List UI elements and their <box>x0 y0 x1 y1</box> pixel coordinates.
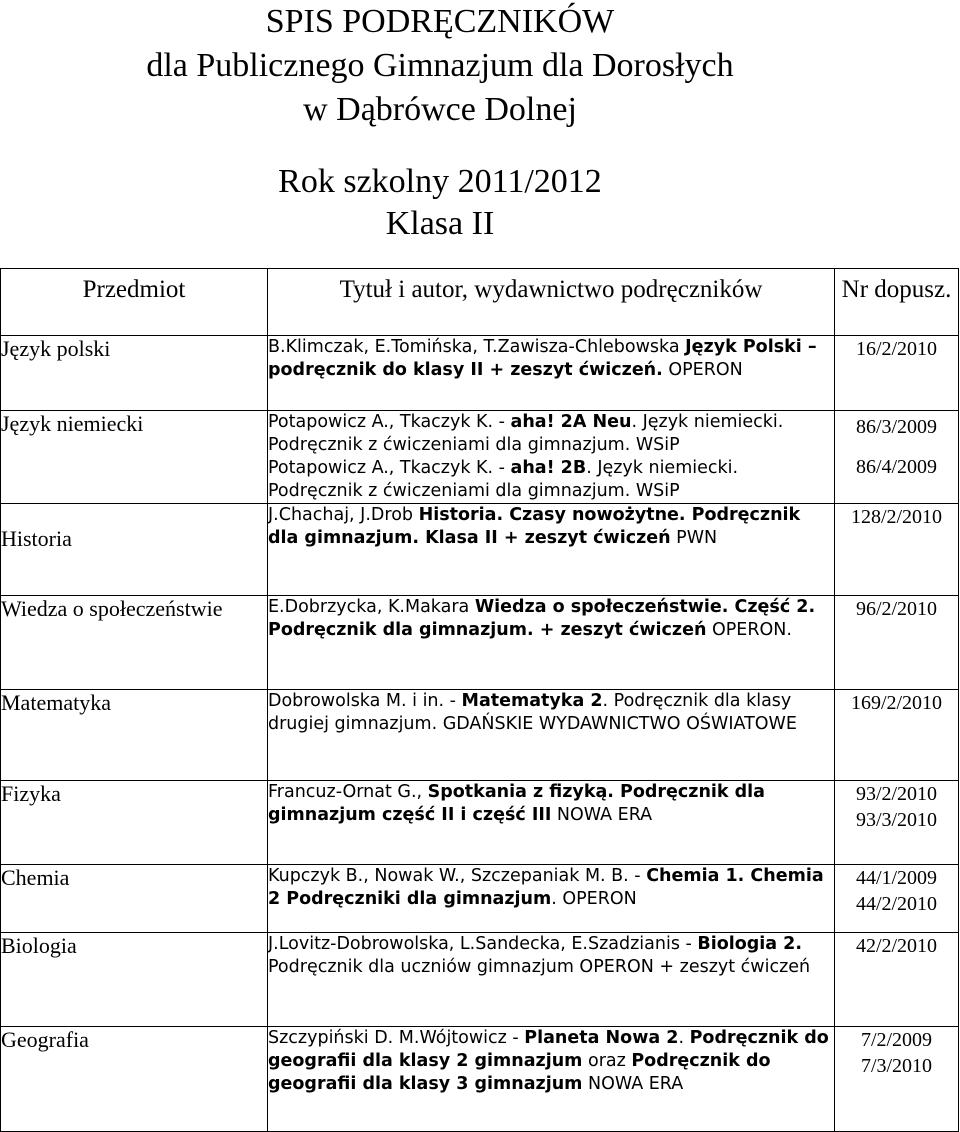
subject-cell: Język niemiecki <box>1 411 268 504</box>
textbook-cell <box>268 865 835 933</box>
textbook-title: Historia. Czasy nowożytne. Podręcznik dla gimnazjum. Klasa II + zeszyt ćwiczeń <box>268 505 801 548</box>
approval-number: 44/2/2010 <box>855 893 938 915</box>
table-row <box>1 411 959 504</box>
textbook-title: aha! 2A Neu <box>510 412 632 432</box>
textbook-title: aha! 2B <box>510 458 587 478</box>
description-text: Podręcznik dla uczniów gimnazjum OPERON + zeszyt ćwiczeń <box>268 957 811 977</box>
approval-number: 44/1/2009 <box>855 867 938 889</box>
approval-number-cell <box>835 504 959 596</box>
textbook-title: Planeta Nowa 2 <box>524 1028 679 1048</box>
textbook-cell <box>268 1027 835 1132</box>
textbook-title: Matematyka 2 <box>461 691 603 711</box>
table-row <box>1 933 959 1027</box>
textbook-cell <box>268 933 835 1027</box>
approval-number: 86/4/2009 <box>855 456 938 478</box>
textbook-title: Wiedza o społeczeństwie. Część 2. Podręcznik dla gimnazjum. + zeszyt ćwiczeń <box>268 597 816 640</box>
approval-number-cell <box>835 865 959 933</box>
approval-number: 93/3/2010 <box>855 809 938 831</box>
textbook-title: Język Polski – podręcznik do klasy II + zeszyt ćwiczeń. <box>268 337 817 380</box>
document-title: SPIS PODRĘCZNIKÓW <box>265 3 615 40</box>
subject-cell: Chemia <box>1 865 268 933</box>
description-text: oraz <box>582 1051 632 1071</box>
publisher-text: . OPERON <box>551 889 637 909</box>
subject-cell: Wiedza o społeczeństwie <box>1 596 268 690</box>
author-text: J.Chachaj, J.Drob <box>268 505 419 525</box>
textbook-title: Podręcznik do geografii dla klasy 2 gimnazjum <box>268 1028 829 1071</box>
subject-cell: Historia <box>1 504 268 596</box>
textbook-title: Spotkania z fizyką. Podręcznik dla gimnazjum część II i część III <box>268 782 765 825</box>
approval-number-cell <box>835 1027 959 1132</box>
publisher-text: OPERON <box>662 360 743 380</box>
textbook-title: Chemia 1. Chemia 2 Podręczniki dla gimnazjum <box>268 866 824 909</box>
approval-number: 86/3/2009 <box>855 416 938 438</box>
description-text: . Język niemiecki. Podręcznik z ćwiczeniami dla gimnazjum. WSiP <box>268 458 739 501</box>
author-text: J.Lovitz-Dobrowolska, L.Sandecka, E.Szadzianis - <box>268 934 698 954</box>
column-header-nr: Nr dopusz. <box>835 269 959 336</box>
table-row <box>1 336 959 411</box>
subject-cell: Biologia <box>1 933 268 1027</box>
approval-number: 42/2/2010 <box>855 935 938 957</box>
approval-number-cell <box>835 933 959 1027</box>
table-row <box>1 596 959 690</box>
textbook-cell <box>268 690 835 781</box>
approval-number: 7/3/2010 <box>860 1055 933 1077</box>
table-row <box>1 1027 959 1132</box>
approval-number: 128/2/2010 <box>850 506 943 528</box>
description-text: . Język niemiecki. Podręcznik z ćwiczeniami dla gimnazjum. WSiP <box>268 412 784 455</box>
approval-number-cell <box>835 336 959 411</box>
column-header-subject: Przedmiot <box>1 269 268 336</box>
subject-cell: Język polski <box>1 336 268 411</box>
approval-number-cell <box>835 596 959 690</box>
textbook-cell <box>268 411 835 504</box>
approval-number: 7/2/2009 <box>860 1029 933 1051</box>
author-text: B.Klimczak, E.Tomińska, T.Zawisza-Chlebowska <box>268 337 686 357</box>
author-text: E.Dobrzycka, K.Makara <box>268 597 475 617</box>
table-row <box>1 781 959 865</box>
author-text: Potapowicz A., Tkaczyk K. - <box>268 458 511 478</box>
publisher-text: OPERON. <box>706 620 792 640</box>
author-text: Kupczyk B., Nowak W., Szczepaniak M. B. - <box>268 866 647 886</box>
approval-number-cell <box>835 411 959 504</box>
publisher-text: PWN <box>670 528 718 548</box>
textbook-cell <box>268 781 835 865</box>
table-row <box>1 865 959 933</box>
approval-number: 93/2/2010 <box>855 783 938 805</box>
subject-cell: Fizyka <box>1 781 268 865</box>
textbook-title: Podręcznik do geografii dla klasy 3 gimnazjum <box>268 1051 771 1094</box>
textbook-table <box>0 268 959 1132</box>
table-row <box>1 690 959 781</box>
class-label: Klasa II <box>385 205 495 242</box>
approval-number-cell <box>835 781 959 865</box>
approval-number: 169/2/2010 <box>850 692 943 714</box>
table-row <box>1 504 959 596</box>
publisher-text: NOWA ERA <box>551 805 653 825</box>
school-year: Rok szkolny 2011/2012 <box>278 163 602 200</box>
document-subtitle-location: w Dąbrówce Dolnej <box>303 91 577 128</box>
subject-cell: Matematyka <box>1 690 268 781</box>
approval-number: 96/2/2010 <box>855 598 938 620</box>
subject-cell: Geografia <box>1 1027 268 1132</box>
description-text: . Podręcznik dla klasy drugiej gimnazjum. GDAŃSKIE WYDAWNICTWO OŚWIATOWE <box>268 691 797 734</box>
approval-number: 16/2/2010 <box>855 338 938 360</box>
description-text: . <box>678 1028 690 1048</box>
author-text: Szczypiński D. M.Wójtowicz - <box>268 1028 525 1048</box>
author-text: Francuz-Ornat G., <box>268 782 428 802</box>
textbook-cell <box>268 504 835 596</box>
textbook-cell <box>268 596 835 690</box>
textbook-cell <box>268 336 835 411</box>
author-text: Potapowicz A., Tkaczyk K. - <box>268 412 511 432</box>
table-header-row <box>1 269 959 336</box>
publisher-text: NOWA ERA <box>582 1074 684 1094</box>
approval-number-cell <box>835 690 959 781</box>
column-header-title: Tytuł i autor, wydawnictwo podręczników <box>268 269 835 336</box>
document-subtitle-school: dla Publicznego Gimnazjum dla Dorosłych <box>146 47 734 84</box>
textbook-title: Biologia 2. <box>697 934 803 954</box>
author-text: Dobrowolska M. i in. - <box>268 691 462 711</box>
